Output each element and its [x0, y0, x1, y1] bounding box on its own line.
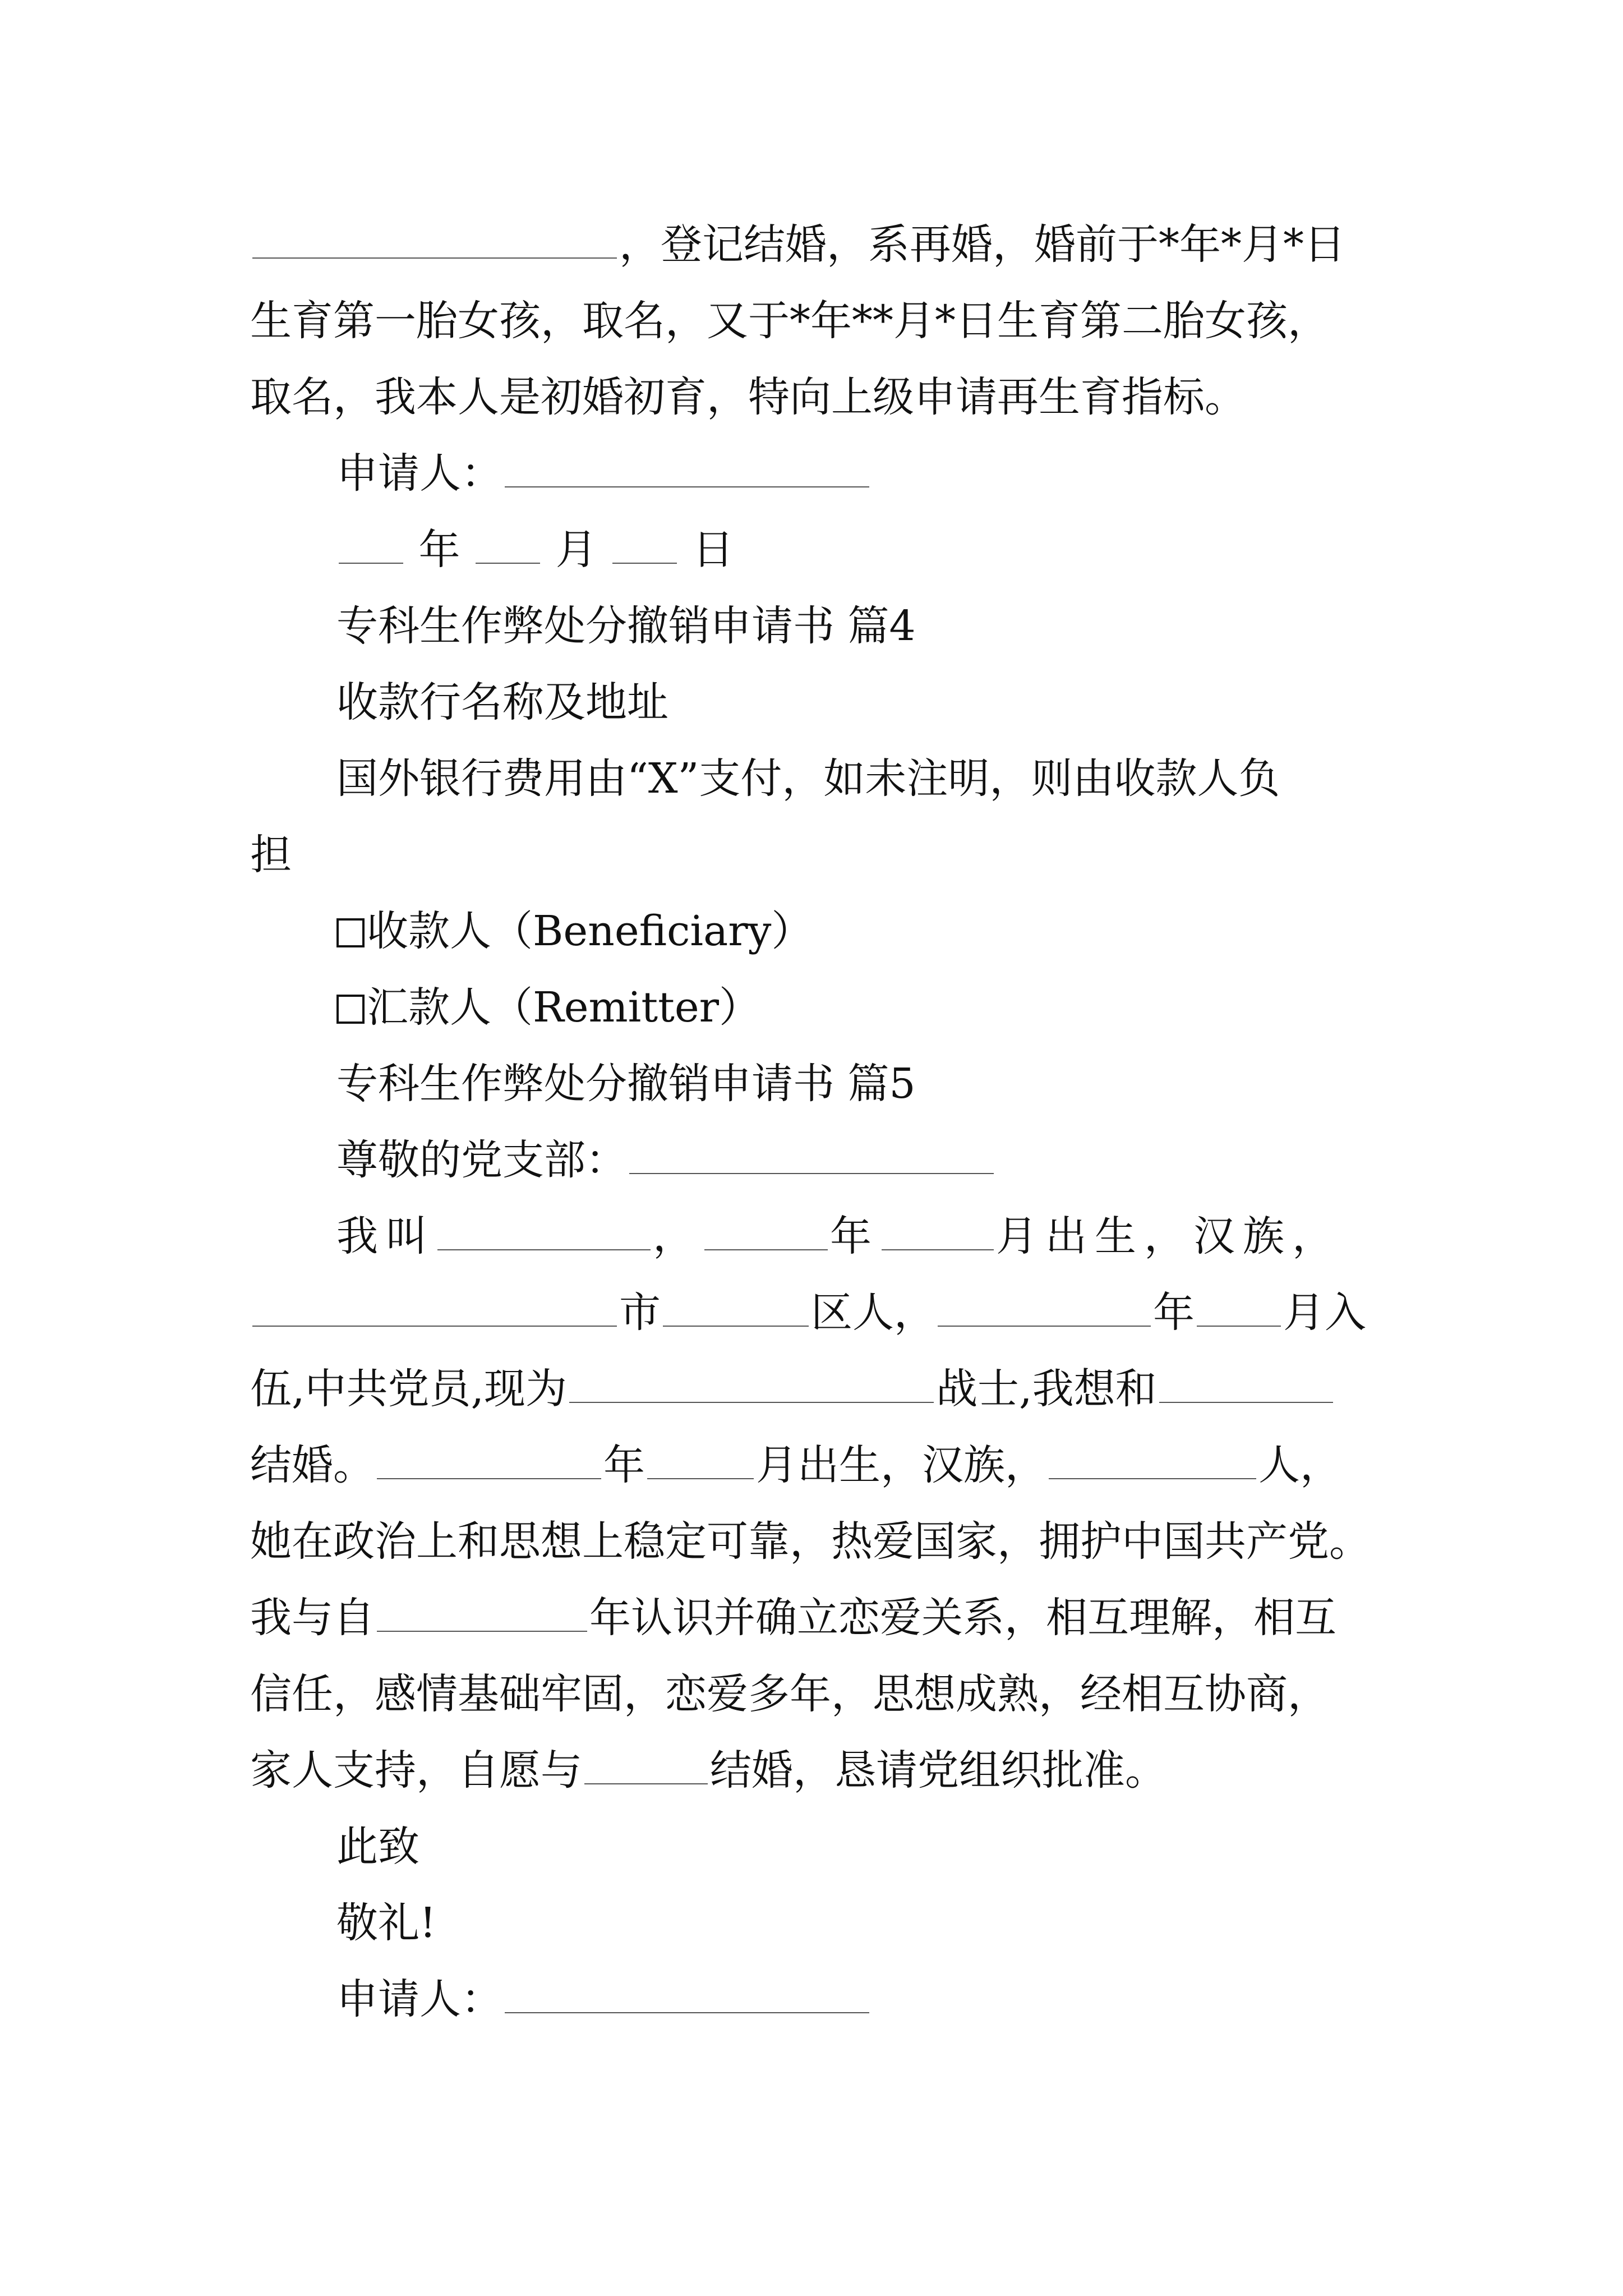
year-label: 年 [418, 526, 460, 574]
applicant-signature-line [336, 435, 1400, 512]
fill-in-blank [505, 1990, 869, 2013]
closing-line: 此致 [336, 1823, 419, 1871]
text: 市 [619, 1289, 661, 1337]
paragraph-line [250, 1732, 1400, 1809]
month-label: 月 [555, 526, 597, 574]
fill-in-blank [612, 540, 677, 564]
fill-in-blank [647, 1456, 754, 1479]
applicant-signature-line [336, 1961, 1400, 2037]
paragraph-line [336, 1198, 1400, 1274]
paragraph-line: 担 [250, 831, 292, 879]
text: 年 [830, 1212, 879, 1260]
day-label: 日 [692, 526, 734, 574]
text: ，登记结婚，系再婚，婚前于*年*月*日 [619, 220, 1345, 269]
paragraph-line: 收款行名称及地址 [336, 678, 668, 726]
salutation: 尊敬的党支部： [336, 1136, 627, 1184]
text: 区人， [811, 1289, 935, 1337]
text: 我与自 [250, 1594, 375, 1642]
text: 年认识并确立恋爱关系，相互理解，相互 [589, 1594, 1336, 1642]
paragraph-line [250, 1274, 1400, 1351]
text: 年 [1153, 1289, 1195, 1337]
paragraph-line [250, 1580, 1400, 1656]
fill-in-blank [1049, 1456, 1256, 1479]
text: 家人支持，自愿与 [250, 1746, 582, 1795]
text: ， [653, 1212, 702, 1260]
fill-in-blank [252, 235, 617, 259]
fill-in-blank [505, 464, 869, 487]
fill-in-blank [584, 1761, 708, 1784]
paragraph-line: 她在政治上和思想上稳定可靠，热爱国家，拥护中国共产党。 [250, 1517, 1371, 1566]
section-heading: 专科生作弊处分撤销申请书 篇5 [336, 1060, 916, 1108]
paragraph-line [250, 1427, 1400, 1503]
section-heading: 专科生作弊处分撤销申请书 篇4 [336, 602, 916, 650]
fill-in-blank [1197, 1303, 1281, 1327]
text: 伍,中共党员,现为 [250, 1365, 568, 1413]
closing-line: 敬礼! [336, 1899, 436, 1947]
date-line [336, 512, 1400, 588]
fill-in-blank [252, 1303, 617, 1327]
fill-in-blank [377, 1456, 601, 1479]
option-label: 收款人（Beneficiary） [367, 907, 813, 955]
fill-in-blank [882, 1227, 994, 1250]
text: 年 [603, 1441, 645, 1489]
fill-in-blank [704, 1227, 828, 1250]
text: 月入 [1283, 1289, 1366, 1337]
fill-in-blank [938, 1303, 1151, 1327]
paragraph-line [250, 1351, 1400, 1427]
fill-in-blank [629, 1151, 994, 1174]
paragraph-line: 取名，我本人是初婚初育，特向上级申请再生育指标。 [250, 373, 1246, 421]
text: 我叫 [336, 1212, 435, 1260]
checkbox-icon [336, 995, 365, 1024]
text: 结婚，恳请党组织批准。 [710, 1746, 1166, 1795]
fill-in-blank [663, 1303, 809, 1327]
paragraph-line [250, 206, 1400, 283]
text: 月出生，汉族， [996, 1212, 1341, 1260]
paragraph-line: 信任，感情基础牢固，恋爱多年，思想成熟，经相互协商， [250, 1670, 1329, 1718]
applicant-label: 申请人： [336, 1975, 502, 2023]
checkbox-icon [336, 918, 365, 947]
fill-in-blank [339, 540, 403, 564]
text: 战士,我想和 [936, 1365, 1157, 1413]
applicant-label: 申请人： [336, 449, 502, 498]
fill-in-blank [377, 1608, 587, 1632]
salutation-line [336, 1122, 1400, 1198]
text: 月出生，汉族， [756, 1441, 1046, 1489]
paragraph-line: 国外银行费用由“X”支付，如未注明，则由收款人负 [336, 754, 1280, 803]
checkbox-option-beneficiary [336, 893, 1400, 969]
option-label: 汇款人（Remitter） [367, 983, 760, 1032]
fill-in-blank [476, 540, 540, 564]
text: 人， [1258, 1441, 1341, 1489]
fill-in-blank [1159, 1379, 1333, 1403]
paragraph-line: 生育第一胎女孩，取名，又于*年**月*日生育第二胎女孩， [250, 297, 1329, 345]
fill-in-blank [569, 1379, 934, 1403]
fill-in-blank [437, 1227, 651, 1250]
text: 结婚。 [250, 1441, 375, 1489]
checkbox-option-remitter [336, 969, 1400, 1046]
